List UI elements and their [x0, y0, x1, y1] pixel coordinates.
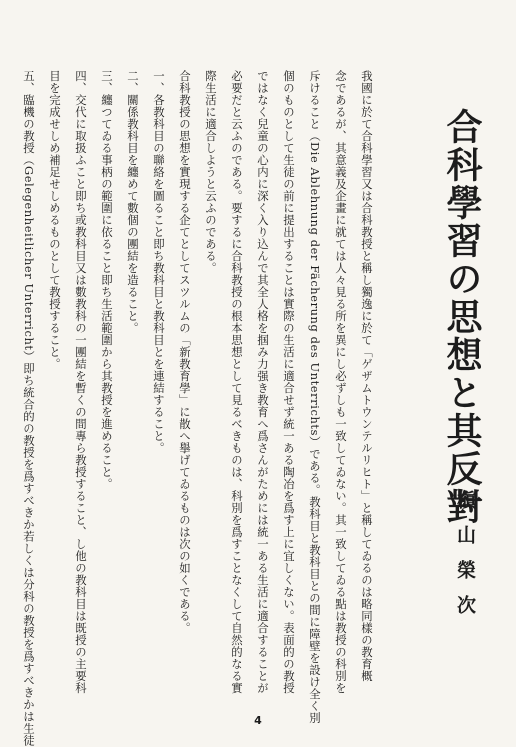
body-line: 我國に於て合科學習又は合科教授と稱し獨逸に於て「ゲザムトウンテルリヒト」と稱してゐるのは略同樣の教育概	[360, 70, 374, 682]
list-item: 目を完成せしめ補足せしめるものとして教授すること。	[48, 70, 62, 370]
list-item: 二、關係教科目を纏めて數個の團結を造ること。	[126, 70, 140, 334]
list-item: 一、各教科目の聯絡を圖ること即ち教科目と教科目とを連結すること。	[152, 70, 166, 454]
body-line: 斥けること（Die Ablehnung der Fächerung des Unterrichts）である。教科目と教科目との間に障壁を設け全く別	[308, 70, 322, 725]
body-line: 合科教授の思想を實現する企てとしてスツルムの「新教育學」に散へ擧げてゐるものは次の如くである。	[178, 70, 192, 634]
body-line: 念であるが、其意義及企畫に就ては人々見る所を異にし必ずしも一致してゐない。其一致してゐる點は教授の科別を	[334, 70, 348, 694]
body-line: ではなく兒童の心内に深く入り込んで其全人格を掴み力强き教育へ爲さんがためには統一ある生活に適合することが	[256, 70, 270, 694]
body-line: 個のものとして生徒の前に提出することは實際の生活に適合せず統一ある陶冶を爲す上に宜しくない。表面的の教授	[282, 70, 296, 694]
page-number: 4	[254, 714, 262, 727]
list-item: 三、纏つてゐる事柄の範圍に依ること即ち生活範圍から其教授を進めること。	[100, 70, 114, 490]
article-title: 合科學習の思想と其反對	[441, 108, 483, 526]
body-line: 必要だと云ふのである。要するに合科教授の根本思想として見るべきものは、科別を爲すことなくして自然的なる實	[230, 70, 244, 694]
body-text	[22, 70, 380, 747]
author-name: 槇山榮次	[454, 490, 476, 630]
list-item: 四、交代に取扱ふこと即ち或教科目又は數教科の一團結を暫くの間專ら教授すること、し他の教科目は既授の主要科	[74, 70, 88, 694]
list-item: 五、臨機の教授（Gelegenheitlicher Unterricht）即ち統合的の教授を爲すべきか若しくは分科の教授を爲すべきかは生徒	[22, 70, 36, 747]
body-line: 際生活に適合しようと云ふのである。	[204, 70, 218, 274]
